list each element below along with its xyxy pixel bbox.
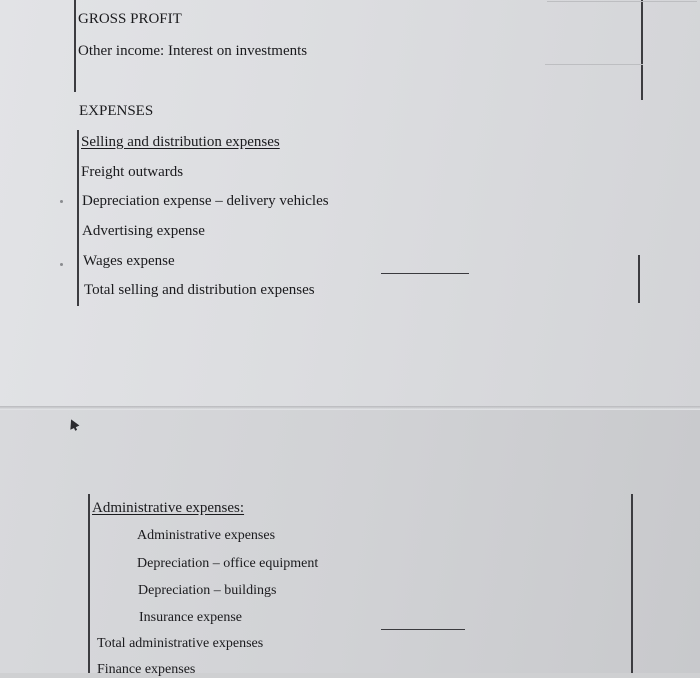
page-bottom [0, 410, 700, 673]
selling-item: Depreciation expense – delivery vehicles [82, 193, 329, 209]
total-rule [381, 273, 469, 274]
admin-item: Depreciation – office equipment [137, 556, 319, 571]
admin-item: Administrative expenses [137, 528, 276, 543]
admin-table-right-border [631, 494, 633, 673]
column-rule [547, 1, 697, 2]
table-right-border [641, 0, 643, 100]
admin-item: Depreciation – buildings [138, 583, 277, 598]
selling-item: Freight outwards [81, 164, 184, 180]
selling-item: Advertising expense [82, 223, 205, 239]
finance-heading: Finance expenses [97, 662, 196, 677]
bullet-mark [60, 200, 63, 203]
table-right-border-lower [638, 255, 640, 303]
admin-total-label: Total administrative expenses [97, 636, 264, 651]
selling-item: Wages expense [83, 253, 175, 269]
table-left-border-lower [77, 130, 79, 306]
other-income-label: Other income: Interest on investments [78, 43, 308, 59]
bullet-mark [60, 263, 63, 266]
table-left-border [74, 0, 76, 92]
total-rule [381, 629, 465, 630]
expenses-heading: EXPENSES [79, 103, 154, 119]
selling-heading: Selling and distribution expenses [81, 134, 280, 150]
gross-profit-label: GROSS PROFIT [78, 11, 182, 27]
selling-total-label: Total selling and distribution expenses [84, 282, 315, 298]
admin-table-left-border [88, 494, 90, 673]
admin-item: Insurance expense [139, 610, 243, 625]
admin-heading: Administrative expenses: [92, 500, 245, 516]
column-rule [545, 64, 643, 65]
